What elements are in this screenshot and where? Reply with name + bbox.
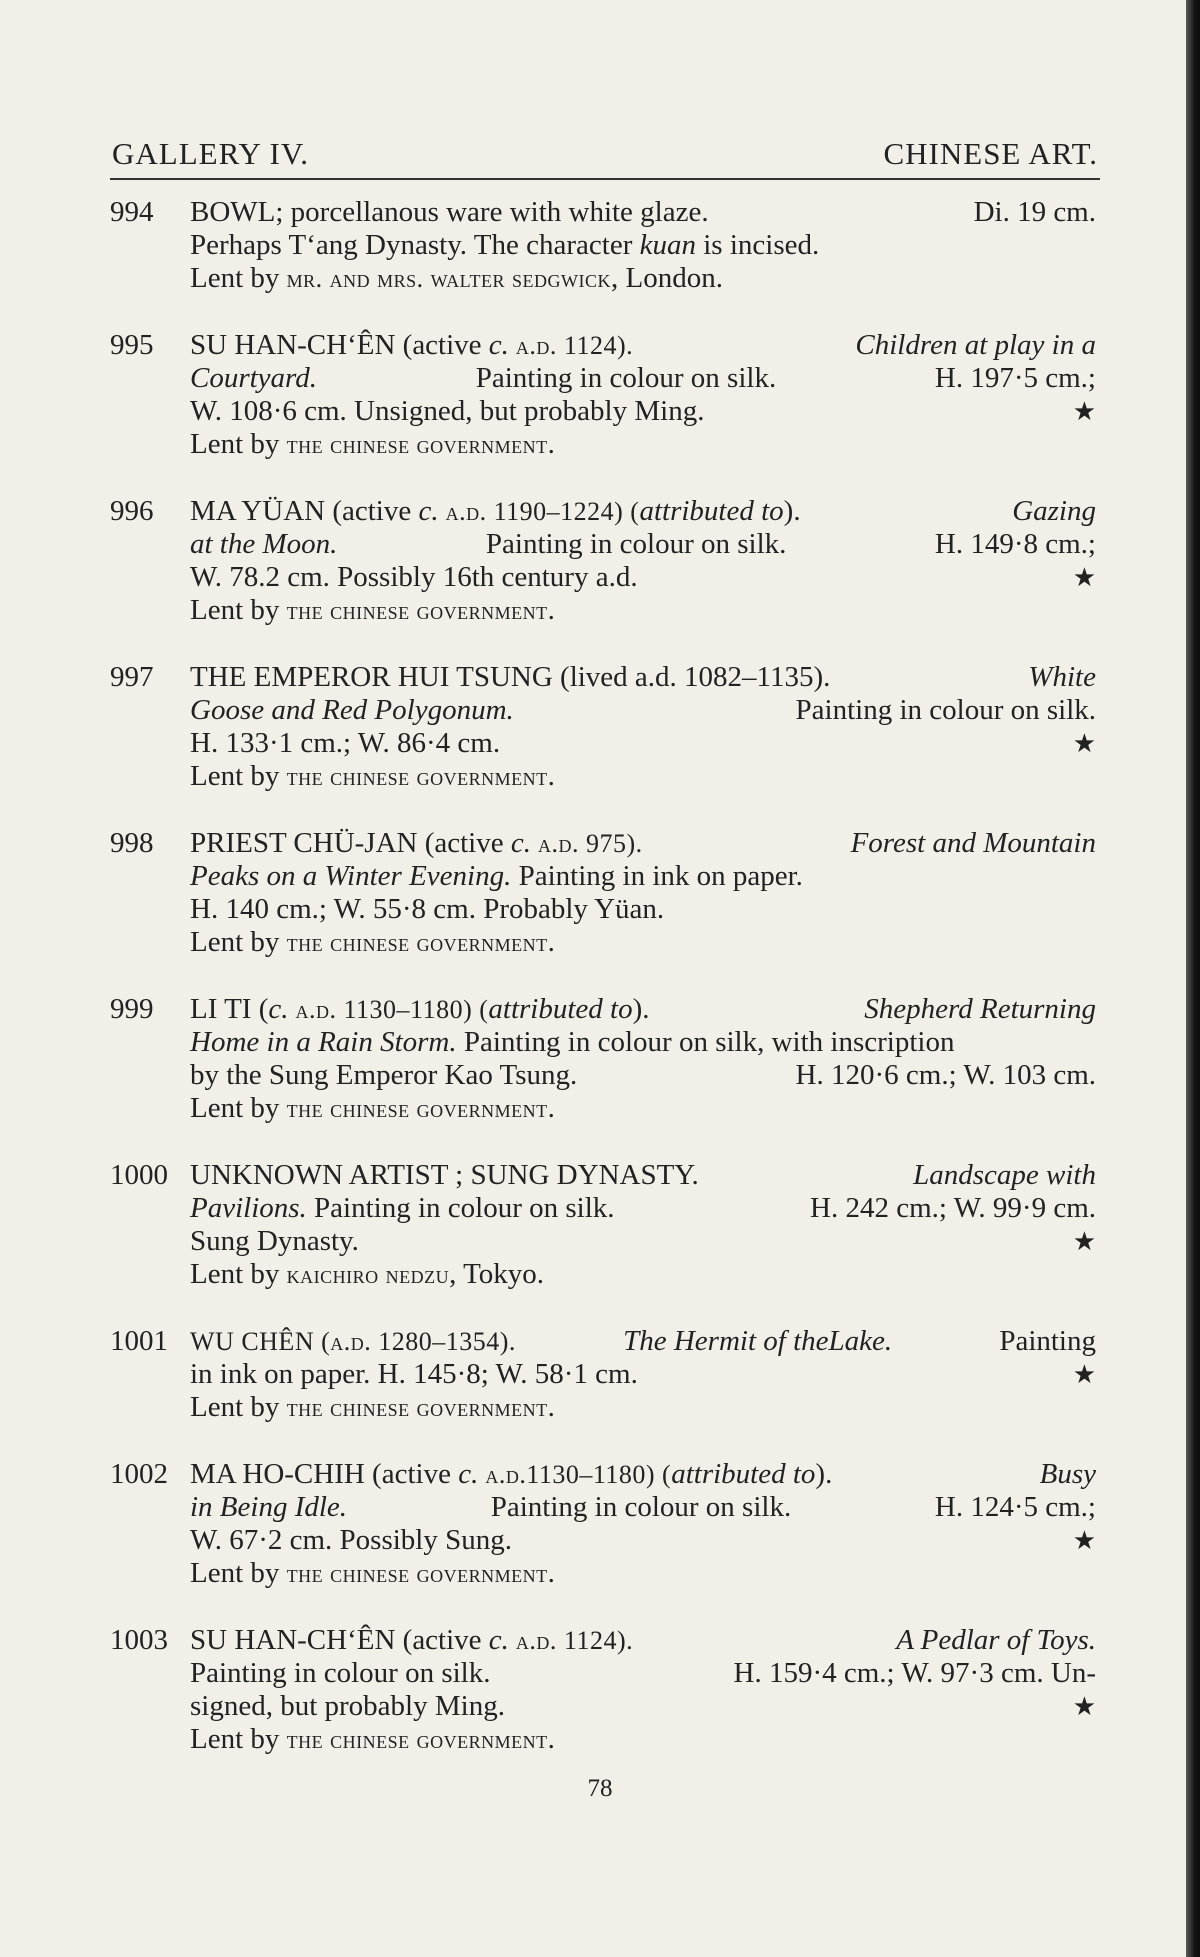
medium: Painting in colour on silk. [475,362,777,394]
lender-location: . [547,1391,555,1423]
lender-line [190,760,1096,793]
lender-location: . [547,1723,555,1755]
entry-line [190,1524,1096,1557]
entry-line [190,860,1096,893]
lender-line [190,428,1096,461]
entry-line [190,362,1096,395]
catalogue-entry-999 [110,993,1100,1125]
entry-body [190,1325,1100,1424]
entry-dimensions: H. 149·8 cm.; [934,528,1096,560]
entry-description: W. 78.2 cm. Possibly 16th century a.d. [190,561,638,593]
catalogue-entry-998 [110,827,1100,959]
lender-location: . [547,926,555,958]
lent-by-label: Lent by [190,262,287,294]
entry-dimensions: Di. 19 cm. [973,196,1096,228]
entry-line [190,1159,1096,1192]
catalogue-entry-1003 [110,1624,1100,1756]
entry-number: 995 [110,329,154,361]
entry-line [190,1358,1096,1391]
work-title: White [1028,661,1096,693]
entry-body [190,495,1100,627]
attribution: attributed to [639,495,784,527]
work-title: Pavilions. [190,1192,307,1224]
entry-description: is incised. [695,229,820,261]
entry-number: 998 [110,827,154,859]
entry-description: Perhaps T‘ang Dynasty. The character [190,229,640,261]
circa-abbr: c. [488,1624,509,1656]
entry-body [190,993,1100,1125]
entry-line [190,893,1096,926]
work-title: Shepherd Returning [864,993,1096,1025]
entry-line [190,561,1096,594]
entry-line [190,495,1096,528]
entry-number: 999 [110,993,154,1025]
medium: Painting in colour on silk. [306,1192,615,1224]
entry-line [190,993,1096,1026]
entry-line [190,1491,1096,1524]
star-icon: ★ [1072,397,1096,426]
circa-abbr: c. [488,329,509,361]
lender-name: the chinese government [286,762,548,791]
lender-name: the chinese government [286,1094,548,1123]
lender-name: the chinese government [286,430,548,459]
entry-number: 1001 [110,1325,168,1357]
work-title: Goose and Red Polygonum. [190,694,514,726]
medium: Painting in colour on silk. [485,528,787,560]
entry-number: 1000 [110,1159,168,1191]
artist-dates: a.d. 1124). [508,1626,634,1655]
entry-number: 994 [110,196,154,228]
lent-by-label: Lent by [190,1092,287,1124]
artist-dates: a.d. 1124). [508,331,634,360]
lender-location: . [547,1092,555,1124]
lender-location: . [547,1557,555,1589]
lender-line [190,1391,1096,1424]
page-edge-shadow [1186,0,1200,1957]
medium: Painting in colour on silk. [795,694,1096,726]
artist-name: WU CHÊN (a.d. 1280–1354). [190,1327,516,1356]
entry-description: by the Sung Emperor Kao Tsung. [190,1059,578,1091]
catalogue-entry-1000 [110,1159,1100,1291]
lent-by-label: Lent by [190,1391,287,1423]
lent-by-label: Lent by [190,1258,287,1290]
entry-line [190,1624,1096,1657]
lender-name: mr. and mrs. walter sedgwick [286,264,612,293]
lender-line [190,262,1096,295]
lender-location: , Tokyo. [449,1258,545,1290]
lender-line [190,926,1096,959]
lent-by-label: Lent by [190,1723,287,1755]
attribution: attributed to [671,1458,816,1490]
page-number: 78 [587,1775,613,1802]
lent-by-label: Lent by [190,760,287,792]
medium: Painting in colour on silk, with inscription [456,1026,955,1058]
gallery-title: GALLERY IV. [112,136,309,171]
entry-title: BOWL; porcellanous ware with white glaze. [190,196,709,228]
star-icon: ★ [1072,1526,1096,1555]
work-title: Home in a Rain Storm. [190,1026,457,1058]
attribution-close: ). [815,1458,833,1490]
entry-line [190,1325,1096,1358]
catalogue-entries [110,196,1100,1756]
medium: Painting in ink on paper. [511,860,803,892]
entry-term: kuan [639,229,696,261]
lender-location: . [547,594,555,626]
artist-name: THE EMPEROR HUI TSUNG (lived a.d. 1082–1135). [190,661,831,693]
lender-name: the chinese government [286,596,548,625]
section-title: CHINESE ART. [883,136,1098,171]
artist-name: PRIEST CHÜ-JAN (active [190,827,511,859]
star-icon: ★ [1072,1360,1096,1389]
entry-line [190,827,1096,860]
work-title: A Pedlar of Toys. [896,1624,1096,1656]
entry-dimensions: H. 124·5 cm.; [934,1491,1096,1523]
lender-location: . [547,760,555,792]
entry-line [190,1225,1096,1258]
entry-body [190,827,1100,959]
entry-number: 1002 [110,1458,168,1490]
attribution-close: ). [632,993,650,1025]
artist-name: MA HO-CHIH (active [190,1458,459,1490]
entry-line [190,661,1096,694]
catalogue-entry-994 [110,196,1100,295]
entry-line [190,229,1096,262]
entry-line [190,395,1096,428]
entry-description: Sung Dynasty. [190,1225,359,1257]
artist-dates: a.d.1130–1180) ( [478,1460,672,1489]
circa-abbr: c. [268,993,289,1025]
work-title: The Hermit of theLake. [623,1325,893,1357]
entry-line [190,727,1096,760]
entry-body [190,1624,1100,1756]
artist-name: SU HAN-CH‘ÊN (active [190,1624,489,1656]
star-icon: ★ [1072,1227,1096,1256]
entry-dimensions: H. 140 cm.; W. 55·8 cm. Probably Yüan. [190,893,665,925]
entry-line [190,1192,1096,1225]
entry-line [190,329,1096,362]
work-title: in Being Idle. [190,1491,348,1523]
artist-name: LI TI ( [190,993,269,1025]
medium: Painting in colour on silk. [490,1491,792,1523]
entry-dimensions: H. 133·1 cm.; W. 86·4 cm. [190,727,501,759]
entry-number: 1003 [110,1624,168,1656]
lender-name: kaichiro nedzu [286,1260,450,1289]
artist-dates: a.d. 1190–1224) ( [438,497,640,526]
running-head [110,120,1100,180]
entry-line [190,1690,1096,1723]
circa-abbr: c. [458,1458,479,1490]
entry-description: signed, but probably Ming. [190,1690,505,1722]
entry-body [190,196,1100,295]
lender-line [190,1557,1096,1590]
lent-by-label: Lent by [190,594,287,626]
catalogue-entry-996 [110,495,1100,627]
lender-location: . [547,428,555,460]
lender-line [190,1092,1096,1125]
lender-line [190,594,1096,627]
entry-dimensions: H. 120·6 cm.; W. 103 cm. [795,1059,1096,1091]
entry-number: 997 [110,661,154,693]
entry-line [190,694,1096,727]
lender-name: the chinese government [286,1725,548,1754]
entry-dimensions: H. 159·4 cm.; W. 97·3 cm. Un- [733,1657,1096,1689]
attribution-close: ). [783,495,801,527]
entry-line [190,196,1096,229]
entry-body [190,1458,1100,1590]
catalogue-entry-997 [110,661,1100,793]
entry-description: W. 108·6 cm. Unsigned, but probably Ming. [190,395,705,427]
entry-line [190,1026,1096,1059]
work-title: Gazing [1012,495,1096,527]
circa-abbr: c. [418,495,439,527]
lent-by-label: Lent by [190,1557,287,1589]
artist-dates: a.d. 1130–1180) ( [288,995,489,1024]
medium: Painting [999,1325,1096,1357]
artist-name: UNKNOWN ARTIST ; SUNG DYNASTY. [190,1159,699,1191]
artist-name: SU HAN-CH‘ÊN (active [190,329,489,361]
medium: Painting in colour on silk. [190,1657,491,1689]
lent-by-label: Lent by [190,428,287,460]
circa-abbr: c. [510,827,531,859]
lender-location: , London. [611,262,723,294]
entry-line [190,1458,1096,1491]
work-title: Landscape with [913,1159,1096,1191]
lender-line [190,1258,1096,1291]
catalogue-entry-1001 [110,1325,1100,1424]
entry-line [190,1059,1096,1092]
work-title: Peaks on a Winter Evening. [190,860,512,892]
entry-line [190,528,1096,561]
work-title: Courtyard. [190,362,318,394]
entry-dimensions: in ink on paper. H. 145·8; W. 58·1 cm. [190,1358,638,1390]
star-icon: ★ [1072,563,1096,592]
catalogue-entry-995 [110,329,1100,461]
lender-line [190,1723,1096,1756]
star-icon: ★ [1072,1692,1096,1721]
entry-body [190,329,1100,461]
artist-dates: a.d. 975). [530,829,643,858]
star-icon: ★ [1072,729,1096,758]
entry-description: W. 67·2 cm. Possibly Sung. [190,1524,512,1556]
entry-dimensions: H. 242 cm.; W. 99·9 cm. [810,1192,1096,1224]
catalogue-entry-1002 [110,1458,1100,1590]
attribution: attributed to [488,993,633,1025]
work-title: Forest and Mountain [850,827,1096,859]
work-title: Busy [1039,1458,1096,1490]
artist-name: MA YÜAN (active [190,495,419,527]
entry-dimensions: H. 197·5 cm.; [934,362,1096,394]
lender-name: the chinese government [286,1393,548,1422]
entry-line [190,1657,1096,1690]
work-title: Children at play in a [855,329,1096,361]
entry-number: 996 [110,495,154,527]
lent-by-label: Lent by [190,926,287,958]
lender-name: the chinese government [286,1559,548,1588]
work-title: at the Moon. [190,528,338,560]
catalogue-page [110,120,1100,1790]
entry-body [190,1159,1100,1291]
entry-body [190,661,1100,793]
lender-name: the chinese government [286,928,548,957]
